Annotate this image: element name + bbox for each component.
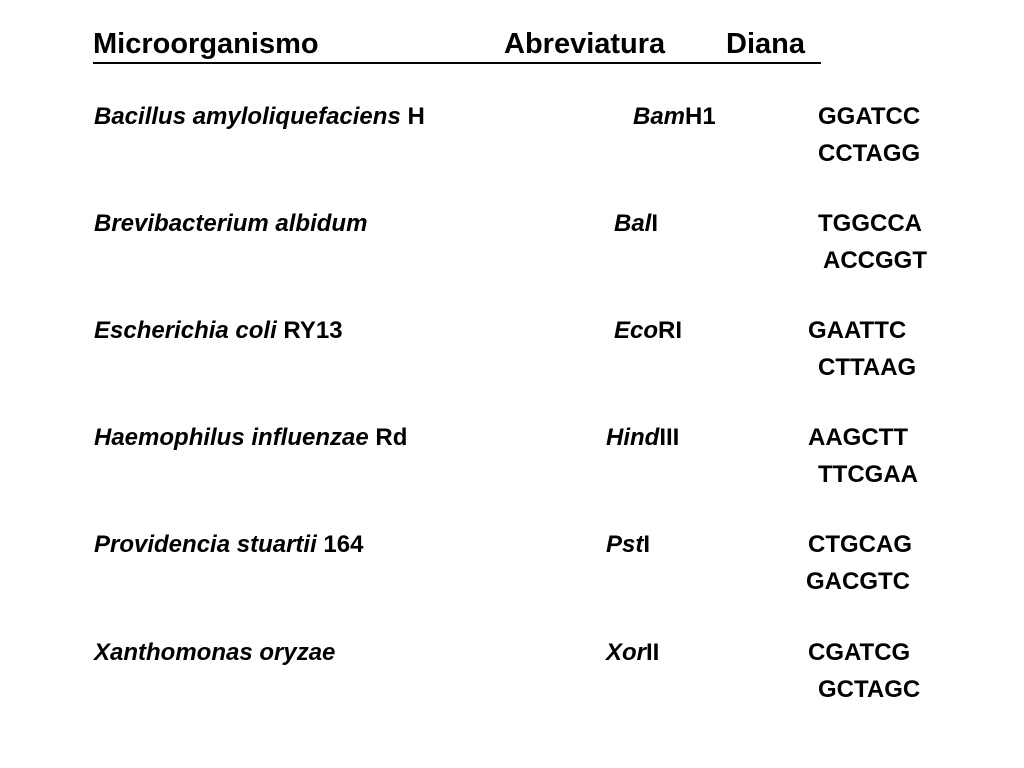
organism-name xyxy=(94,530,363,560)
enzyme-abbreviation xyxy=(614,316,682,346)
enzyme-abbr-italic: Bam xyxy=(633,103,686,130)
site-bottom-strand: CTTAAG xyxy=(818,354,917,381)
enzyme-abbr-italic: Bal xyxy=(614,210,652,237)
table-row xyxy=(0,102,1024,172)
enzyme-abbr-suffix: II xyxy=(646,639,660,666)
header-microorganism: Microorganismo xyxy=(93,28,319,60)
site-top-strand: TGGCCA xyxy=(818,210,922,237)
enzyme-abbreviation xyxy=(606,423,679,453)
organism-name xyxy=(94,316,343,346)
enzyme-abbr-italic: Hind xyxy=(606,424,660,451)
enzyme-abbr-suffix: III xyxy=(659,424,680,451)
enzyme-abbreviation xyxy=(614,209,658,239)
organism-name xyxy=(94,423,407,453)
header-target: Diana xyxy=(726,28,805,60)
organism-species: Bacillus amyloliquefaciens xyxy=(94,103,401,130)
organism-species: Escherichia coli xyxy=(94,317,277,344)
organism-strain: RY13 xyxy=(276,317,343,344)
organism-strain: H xyxy=(400,103,425,130)
site-bottom-strand: TTCGAA xyxy=(818,461,918,488)
enzyme-abbr-italic: Eco xyxy=(614,317,659,344)
site-bottom-strand: ACCGGT xyxy=(823,247,927,274)
organism-strain: Rd xyxy=(368,424,408,451)
organism-species: Haemophilus influenzae xyxy=(94,424,369,451)
site-top-strand: AAGCTT xyxy=(808,424,908,451)
site-bottom-strand: CCTAGG xyxy=(818,140,921,167)
site-bottom-strand: GCTAGC xyxy=(818,676,921,703)
enzyme-abbr-italic: Pst xyxy=(606,531,644,558)
organism-species: Xanthomonas oryzae xyxy=(94,639,336,666)
site-bottom-strand: GACGTC xyxy=(806,568,910,595)
organism-name xyxy=(94,638,335,668)
enzyme-abbr-italic: Xor xyxy=(606,639,647,666)
enzyme-abbreviation xyxy=(606,638,659,668)
table-row xyxy=(0,209,1024,279)
table-row xyxy=(0,638,1024,708)
enzyme-abbreviation xyxy=(633,102,716,132)
organism-name xyxy=(94,209,367,239)
enzyme-abbr-suffix: H1 xyxy=(685,103,716,130)
organism-species: Brevibacterium albidum xyxy=(94,210,368,237)
organism-species: Providencia stuartii xyxy=(94,531,317,558)
organism-strain: 164 xyxy=(316,531,364,558)
table-header xyxy=(93,26,821,64)
site-top-strand: CTGCAG xyxy=(808,531,912,558)
table-row xyxy=(0,316,1024,386)
site-top-strand: CGATCG xyxy=(808,639,911,666)
enzyme-abbr-suffix: I xyxy=(643,531,651,558)
table-row xyxy=(0,530,1024,600)
site-top-strand: GAATTC xyxy=(808,317,907,344)
enzyme-abbr-suffix: RI xyxy=(658,317,683,344)
site-top-strand: GGATCC xyxy=(818,103,921,130)
header-abbreviation: Abreviatura xyxy=(504,28,666,60)
enzyme-abbreviation xyxy=(606,530,650,560)
organism-name xyxy=(94,102,425,132)
table-row xyxy=(0,423,1024,493)
enzyme-abbr-suffix: I xyxy=(651,210,659,237)
